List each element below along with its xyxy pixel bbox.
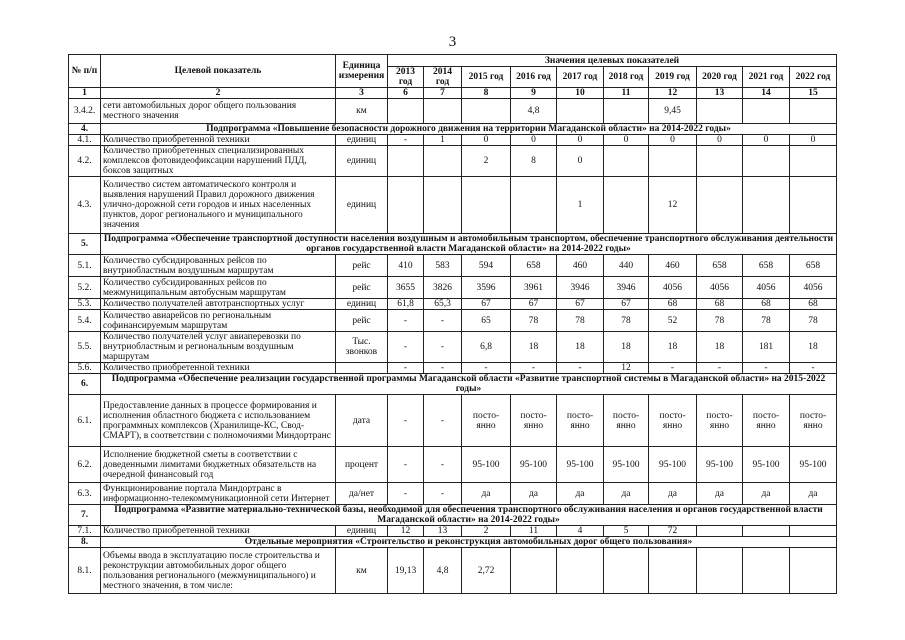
section-title: Подпрограмма «Обеспечение транспортной доступности населения воздушным и автомобильным транспортом, обеспечение транспортного обслуживания деятельности органов государственной власти Магаданской области» на 2014-2022 годы»	[101, 234, 837, 255]
row-number: 5.6.	[69, 363, 101, 374]
value-cell	[743, 177, 790, 234]
value-cell: 658	[790, 255, 837, 277]
value-cell: 19,13	[388, 548, 424, 594]
indicator-name: сети автомобильных дорог общего пользования местного значения	[101, 99, 336, 124]
value-cell: 5	[604, 526, 649, 537]
value-cell: 78	[743, 310, 790, 332]
value-cell: 0	[649, 135, 697, 146]
value-cell: 4	[557, 526, 604, 537]
value-cell	[649, 548, 697, 594]
value-cell: 78	[511, 310, 557, 332]
table-row	[69, 146, 837, 177]
value-cell	[388, 99, 424, 124]
value-cell: 4,8	[424, 548, 462, 594]
table-row	[69, 332, 837, 363]
value-cell: 6,8	[462, 332, 511, 363]
table-row	[69, 526, 837, 537]
value-cell: -	[424, 332, 462, 363]
value-cell	[790, 146, 837, 177]
value-cell: 0	[604, 135, 649, 146]
value-cell: -	[388, 447, 424, 483]
value-cell: 0	[743, 135, 790, 146]
indicator-name: Функционирование портала Миндортранс в информационно-телекоммуникационной сети Интернет	[101, 483, 336, 505]
header-values-title: Значения целевых показателей	[388, 55, 837, 67]
header-column-number: 7	[424, 88, 462, 99]
header-num: № п/п	[69, 55, 101, 88]
header-column-number: 2	[101, 88, 336, 99]
value-cell: 68	[649, 299, 697, 310]
value-cell: 95-100	[697, 447, 743, 483]
indicator-name: Объемы ввода в эксплуатацию после строительства и реконструкции автомобильных дорог общего пользования регионального (межмуниципального) и местного значения, в том числе:	[101, 548, 336, 594]
value-cell: 78	[790, 310, 837, 332]
value-cell: 67	[511, 299, 557, 310]
value-cell	[557, 99, 604, 124]
value-cell: -	[511, 363, 557, 374]
value-cell: 594	[462, 255, 511, 277]
value-cell: 95-100	[743, 447, 790, 483]
row-number: 6.3.	[69, 483, 101, 505]
table-row	[69, 483, 837, 505]
indicator-name: Количество получателей услуг авиаперевозки по внутриобластным и региональным воздушным маршрутам	[101, 332, 336, 363]
indicator-name: Количество субсидированных рейсов по внутриобластным воздушным маршрутам	[101, 255, 336, 277]
value-cell: 12	[604, 363, 649, 374]
value-cell: -	[424, 363, 462, 374]
header-year: 2016 год	[511, 67, 557, 88]
header-year: 2018 год	[604, 67, 649, 88]
value-cell: 460	[649, 255, 697, 277]
value-cell: 72	[649, 526, 697, 537]
value-cell	[462, 177, 511, 234]
value-cell: -	[424, 447, 462, 483]
value-cell: 95-100	[649, 447, 697, 483]
value-cell: да	[557, 483, 604, 505]
header-unit: Единица измерения	[336, 55, 388, 88]
value-cell: 3655	[388, 277, 424, 299]
unit-cell: единиц	[336, 135, 388, 146]
row-number: 5.3.	[69, 299, 101, 310]
value-cell	[743, 146, 790, 177]
row-number: 6.	[69, 374, 101, 395]
value-cell: 4056	[697, 277, 743, 299]
header-column-number: 10	[557, 88, 604, 99]
value-cell	[790, 548, 837, 594]
value-cell: -	[743, 363, 790, 374]
value-cell: 1	[424, 135, 462, 146]
row-number: 4.	[69, 124, 101, 135]
value-cell: 3946	[557, 277, 604, 299]
value-cell: 11	[511, 526, 557, 537]
row-number: 7.1.	[69, 526, 101, 537]
value-cell: да	[697, 483, 743, 505]
value-cell: -	[697, 363, 743, 374]
value-cell: да	[790, 483, 837, 505]
value-cell	[743, 548, 790, 594]
value-cell: посто-янно	[697, 395, 743, 447]
header-column-number: 14	[743, 88, 790, 99]
value-cell	[424, 146, 462, 177]
value-cell: 67	[557, 299, 604, 310]
indicator-name: Количество авиарейсов по региональным софинансируемым маршрутам	[101, 310, 336, 332]
value-cell: 61,8	[388, 299, 424, 310]
page-number: 3	[448, 34, 457, 50]
indicator-name: Количество приобретенной техники	[101, 135, 336, 146]
value-cell: -	[388, 483, 424, 505]
value-cell: посто-янно	[743, 395, 790, 447]
value-cell: 95-100	[790, 447, 837, 483]
row-number: 4.3.	[69, 177, 101, 234]
value-cell: -	[649, 363, 697, 374]
value-cell	[697, 177, 743, 234]
value-cell: 4,8	[511, 99, 557, 124]
value-cell: 68	[790, 299, 837, 310]
value-cell	[604, 99, 649, 124]
table-row	[69, 99, 837, 124]
value-cell: 0	[557, 135, 604, 146]
value-cell: 3946	[604, 277, 649, 299]
value-cell: 65,3	[424, 299, 462, 310]
value-cell: 68	[743, 299, 790, 310]
indicator-name: Предоставление данных в процессе формирования и исполнения областного бюджета с использованием программных комплексов (Хранилище-КС, Свод-СМАРТ), в соответствии с полномочиями Миндортранс	[101, 395, 336, 447]
header-year: 2014 год	[424, 67, 462, 88]
value-cell	[511, 548, 557, 594]
target-indicators-table	[68, 54, 837, 594]
value-cell: 3961	[511, 277, 557, 299]
section-row	[69, 374, 837, 395]
value-cell: 18	[697, 332, 743, 363]
row-number: 6.1.	[69, 395, 101, 447]
header-year: 2019 год	[649, 67, 697, 88]
section-row	[69, 505, 837, 526]
header-column-number: 11	[604, 88, 649, 99]
unit-cell: км	[336, 99, 388, 124]
row-number: 5.4.	[69, 310, 101, 332]
value-cell: 410	[388, 255, 424, 277]
value-cell: 68	[697, 299, 743, 310]
value-cell: 18	[557, 332, 604, 363]
value-cell: 18	[511, 332, 557, 363]
row-number: 4.1.	[69, 135, 101, 146]
value-cell: -	[462, 363, 511, 374]
value-cell: -	[424, 395, 462, 447]
row-number: 5.	[69, 234, 101, 255]
header-year: 2020 год	[697, 67, 743, 88]
unit-cell: Тыс. звонков	[336, 332, 388, 363]
value-cell: 3826	[424, 277, 462, 299]
value-cell: 18	[649, 332, 697, 363]
row-number: 8.	[69, 537, 101, 548]
table-row	[69, 277, 837, 299]
value-cell: 95-100	[557, 447, 604, 483]
value-cell: 1	[557, 177, 604, 234]
value-cell: 67	[462, 299, 511, 310]
header-year: 2017 год	[557, 67, 604, 88]
value-cell: да	[462, 483, 511, 505]
header-column-number: 9	[511, 88, 557, 99]
unit-cell	[336, 363, 388, 374]
row-number: 6.2.	[69, 447, 101, 483]
header-column-number: 13	[697, 88, 743, 99]
value-cell: -	[557, 363, 604, 374]
value-cell	[743, 99, 790, 124]
table-row	[69, 310, 837, 332]
value-cell: 4056	[743, 277, 790, 299]
value-cell: 78	[604, 310, 649, 332]
value-cell: посто-янно	[604, 395, 649, 447]
value-cell: 583	[424, 255, 462, 277]
value-cell: -	[388, 310, 424, 332]
row-number: 3.4.2.	[69, 99, 101, 124]
value-cell: посто-янно	[557, 395, 604, 447]
value-cell: 440	[604, 255, 649, 277]
unit-cell: рейс	[336, 255, 388, 277]
unit-cell: единиц	[336, 299, 388, 310]
value-cell: 9,45	[649, 99, 697, 124]
unit-cell: рейс	[336, 277, 388, 299]
table-row	[69, 548, 837, 594]
indicator-name: Исполнение бюджетной сметы в соответствии с доведенными лимитами бюджетных обязательств на очередной финансовый год	[101, 447, 336, 483]
table-row	[69, 447, 837, 483]
value-cell: да	[743, 483, 790, 505]
value-cell: 95-100	[462, 447, 511, 483]
table-row	[69, 177, 837, 234]
value-cell: да	[604, 483, 649, 505]
row-number: 4.2.	[69, 146, 101, 177]
value-cell: -	[790, 363, 837, 374]
value-cell: 0	[462, 135, 511, 146]
value-cell: -	[388, 135, 424, 146]
value-cell: 0	[697, 135, 743, 146]
value-cell: 658	[697, 255, 743, 277]
header-year: 2021 год	[743, 67, 790, 88]
value-cell: 12	[388, 526, 424, 537]
indicator-name: Количество систем автоматического контроля и выявления нарушений Правил дорожного движения улично-дорожной сети городов и иных населенных пунктов, дорог регионального и муниципального значения	[101, 177, 336, 234]
value-cell	[604, 146, 649, 177]
value-cell: 2,72	[462, 548, 511, 594]
row-number: 5.1.	[69, 255, 101, 277]
value-cell: 658	[743, 255, 790, 277]
value-cell	[388, 177, 424, 234]
value-cell: да	[511, 483, 557, 505]
value-cell: -	[424, 483, 462, 505]
value-cell: 13	[424, 526, 462, 537]
table-row	[69, 395, 837, 447]
row-number: 5.5.	[69, 332, 101, 363]
value-cell	[604, 548, 649, 594]
value-cell: 18	[790, 332, 837, 363]
value-cell: 2	[462, 146, 511, 177]
value-cell: 78	[557, 310, 604, 332]
header-year: 2022 год	[790, 67, 837, 88]
value-cell: посто-янно	[790, 395, 837, 447]
indicator-name: Количество получателей автотранспортных услуг	[101, 299, 336, 310]
header-year: 2013 год	[388, 67, 424, 88]
unit-cell: процент	[336, 447, 388, 483]
unit-cell: единиц	[336, 146, 388, 177]
unit-cell: дата	[336, 395, 388, 447]
unit-cell: единиц	[336, 526, 388, 537]
value-cell: -	[388, 332, 424, 363]
indicator-name: Количество приобретенной техники	[101, 363, 336, 374]
section-title: Подпрограмма «Развитие материально-технической базы, необходимой для обеспечения транспортного обслуживания населения и органов государственной власти Магаданской области» на 2014-2022 годы»	[101, 505, 837, 526]
section-row	[69, 124, 837, 135]
unit-cell: рейс	[336, 310, 388, 332]
value-cell	[743, 526, 790, 537]
section-title: Подпрограмма «Повышение безопасности дорожного движения на территории Магаданской области» на 2014-2022 годы»	[101, 124, 837, 135]
value-cell	[697, 146, 743, 177]
value-cell: посто-янно	[462, 395, 511, 447]
value-cell: 658	[511, 255, 557, 277]
row-number: 7.	[69, 505, 101, 526]
value-cell: посто-янно	[649, 395, 697, 447]
unit-cell: км	[336, 548, 388, 594]
table-row	[69, 299, 837, 310]
table-row	[69, 363, 837, 374]
section-row	[69, 234, 837, 255]
value-cell	[462, 99, 511, 124]
value-cell: 4056	[790, 277, 837, 299]
value-cell	[604, 177, 649, 234]
section-title: Отдельные мероприятия «Строительство и реконструкция автомобильных дорог общего пользования»	[101, 537, 837, 548]
value-cell	[697, 526, 743, 537]
value-cell: посто-янно	[511, 395, 557, 447]
header-column-number: 8	[462, 88, 511, 99]
value-cell: 65	[462, 310, 511, 332]
value-cell: 78	[697, 310, 743, 332]
header-column-number: 1	[69, 88, 101, 99]
value-cell	[649, 146, 697, 177]
value-cell	[424, 99, 462, 124]
value-cell	[790, 526, 837, 537]
row-number: 5.2.	[69, 277, 101, 299]
value-cell	[511, 177, 557, 234]
table-row	[69, 135, 837, 146]
value-cell: 67	[604, 299, 649, 310]
header-column-number: 6	[388, 88, 424, 99]
value-cell: 0	[557, 146, 604, 177]
section-row	[69, 537, 837, 548]
value-cell	[424, 177, 462, 234]
value-cell: 12	[649, 177, 697, 234]
table-row	[69, 255, 837, 277]
row-number: 8.1.	[69, 548, 101, 594]
value-cell: -	[388, 363, 424, 374]
value-cell	[790, 177, 837, 234]
value-cell	[557, 548, 604, 594]
header-column-number: 12	[649, 88, 697, 99]
value-cell: 460	[557, 255, 604, 277]
unit-cell: единиц	[336, 177, 388, 234]
header-column-number: 3	[336, 88, 388, 99]
header-indicator: Целевой показатель	[101, 55, 336, 88]
section-title: Подпрограмма «Обеспечение реализации государственной программы Магаданской области «Развитие транспортной системы в Магаданской области» на 2015-2022 годы»	[101, 374, 837, 395]
value-cell: 4056	[649, 277, 697, 299]
value-cell: 8	[511, 146, 557, 177]
value-cell	[697, 548, 743, 594]
indicator-name: Количество приобретенной техники	[101, 526, 336, 537]
value-cell: 18	[604, 332, 649, 363]
header-year: 2015 год	[462, 67, 511, 88]
header-column-numbers-row	[69, 88, 837, 99]
value-cell: 95-100	[604, 447, 649, 483]
value-cell	[697, 99, 743, 124]
value-cell: 52	[649, 310, 697, 332]
value-cell: да	[649, 483, 697, 505]
value-cell: -	[424, 310, 462, 332]
value-cell: 2	[462, 526, 511, 537]
value-cell: 3596	[462, 277, 511, 299]
header-row	[69, 55, 837, 67]
value-cell: 0	[790, 135, 837, 146]
header-column-number: 15	[790, 88, 837, 99]
value-cell: 181	[743, 332, 790, 363]
value-cell	[388, 146, 424, 177]
indicator-name: Количество приобретенных специализированных комплексов фотовидеофиксации нарушений ПДД, боксов защитных	[101, 146, 336, 177]
value-cell: 0	[511, 135, 557, 146]
value-cell: -	[388, 395, 424, 447]
value-cell	[790, 99, 837, 124]
indicator-name: Количество субсидированных рейсов по межмуниципальным автобусным маршрутам	[101, 277, 336, 299]
value-cell: 95-100	[511, 447, 557, 483]
unit-cell: да/нет	[336, 483, 388, 505]
